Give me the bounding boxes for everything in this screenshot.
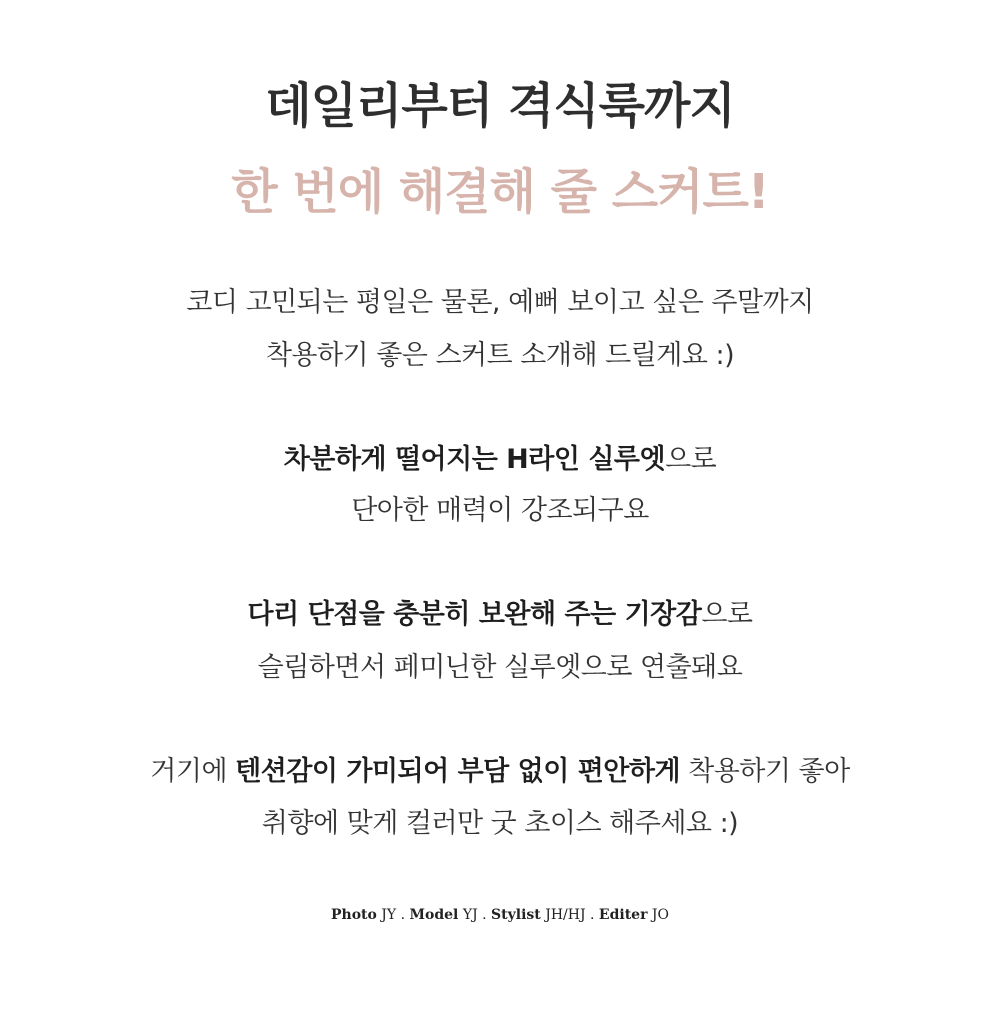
point2-suffix: 으로 [701,599,753,630]
credit-model-value: YJ [462,907,478,923]
point1-line-1 [0,440,1000,480]
point2-emphasis: 다리 단점을 충분히 보완해 주는 기장감 [247,599,702,630]
headline-primary: 데일리부터 격식룩까지 [265,78,735,134]
credit-stylist-value: JH/HJ [545,907,586,923]
point3-suffix: 착용하기 좋아 [680,756,850,787]
point3-emphasis: 텐션감이 가미되어 부담 없이 편안하게 [235,756,681,787]
intro-line-1: 코디 고민되는 평일은 물론, 예뻐 보이고 싶은 주말까지 [186,287,814,318]
credit-photo-label: Photo [330,907,377,923]
point2-line-1 [0,595,1000,635]
credit-editor-label: Editer [598,907,648,923]
intro-line-2: 착용하기 좋은 스커트 소개해 드릴게요 :) [265,340,735,371]
credit-model-label: Model [409,907,459,923]
point3-line-1 [0,752,1000,792]
photo-credits: Photo JY . Model YJ . Stylist JH/HJ . Editer JO [330,907,669,923]
headline-accent: 한 번에 해결해 줄 스커트! [231,164,769,220]
credit-stylist-label: Stylist [491,907,541,923]
point1-suffix: 으로 [665,444,717,475]
point2-line-2: 슬림하면서 페미닌한 실루엣으로 연출돼요 [257,652,743,683]
credit-photo-value: JY [381,907,397,923]
point1-line-2: 단아한 매력이 강조되구요 [351,495,649,526]
point3-prefix: 거기에 [150,756,236,787]
point1-emphasis: 차분하게 떨어지는 H라인 실루엣 [283,444,666,475]
credit-editor-value: JO [651,907,669,923]
point3-line-2: 취향에 맞게 컬러만 굿 초이스 해주세요 :) [261,808,739,839]
